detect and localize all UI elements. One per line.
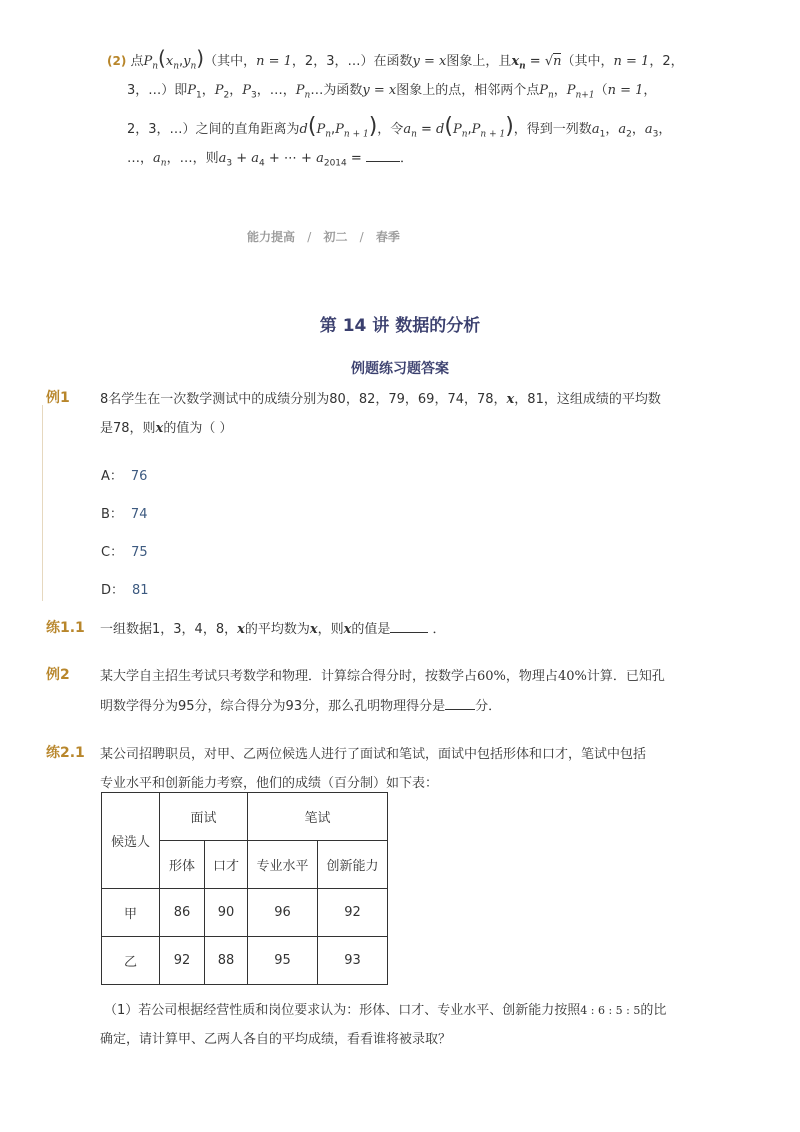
- answer-blank: [390, 632, 428, 633]
- header-interview: 面试: [160, 793, 248, 841]
- score-cell: 90: [205, 889, 248, 937]
- practice-tag: 练2.1: [46, 745, 85, 761]
- problem-2-line-4: …，$a_n$，…，则$a_3 + a_4$ + ⋯ + $a_{2014}$ = ．: [127, 151, 413, 169]
- score-cell: 92: [318, 889, 388, 937]
- example-2-line-1: 某大学自主招生考试只考数学和物理．计算综合得分时，按数学占60%，物理占40%计算．已知孔: [100, 669, 665, 684]
- section-title: 例题练习题答案: [351, 361, 449, 377]
- option-b[interactable]: B： 74: [101, 507, 148, 522]
- question-1-line-2: 确定，请计算甲、乙两人各自的平均成绩，看看谁将被录取？: [100, 1032, 452, 1047]
- option-c[interactable]: C： 75: [101, 545, 148, 560]
- practice-1-1-text: 一组数据1，3，4，8，x的平均数为x，则x的值是 ．: [100, 622, 446, 637]
- practice-2-1-line-2: 专业水平和创新能力考察，他们的成绩（百分制）如下表：: [100, 776, 439, 791]
- header-physique: 形体: [160, 841, 205, 889]
- header-eloquence: 口才: [205, 841, 248, 889]
- score-cell: 93: [318, 937, 388, 985]
- lecture-title: 第 14 讲 数据的分析: [319, 316, 481, 336]
- practice-2-1-line-1: 某公司招聘职员，对甲、乙两位候选人进行了面试和笔试，面试中包括形体和口才，笔试中包括: [100, 747, 647, 762]
- candidate-name: 甲: [102, 889, 160, 937]
- practice-tag: 练1.1: [46, 620, 85, 636]
- example-2-line-2: 明数学得分为95分，综合得分为93分，那么孔明物理得分是 分．: [100, 699, 502, 714]
- score-cell: 95: [248, 937, 318, 985]
- problem-2-line-1: (2) 点$P_n(x_n,y_n)$（其中，n = 1，2，3，…）在函数y = x图象上，且$x_n = √n$（其中，n = 1，2，: [107, 46, 684, 72]
- example-tag: 例1: [46, 390, 70, 406]
- table-row: [102, 889, 388, 937]
- table-row: [102, 937, 388, 985]
- answer-blank: [366, 161, 400, 162]
- left-guide-line: [42, 405, 43, 601]
- header-professional: 专业水平: [248, 841, 318, 889]
- score-cell: 96: [248, 889, 318, 937]
- example-1-line-2: 是78，则x的值为（ ）: [100, 421, 233, 436]
- header-innovation: 创新能力: [318, 841, 388, 889]
- header-candidate: 候选人: [102, 793, 160, 889]
- option-a[interactable]: A： 76: [101, 469, 148, 484]
- answer-blank: [445, 709, 475, 710]
- breadcrumb: 能力提高 / 初二 / 春季: [247, 230, 400, 244]
- score-cell: 88: [205, 937, 248, 985]
- problem-number: (2): [107, 54, 127, 68]
- problem-2-line-2: 3，…）即$P_1$，$P_2$，$P_3$，…，$P_n\dots$为函数y = x图象上的点，相邻两个点$P_n$，$P_{n+1}(n = 1$，: [127, 83, 657, 101]
- candidate-name: 乙: [102, 937, 160, 985]
- score-cell: 92: [160, 937, 205, 985]
- score-cell: 86: [160, 889, 205, 937]
- option-d[interactable]: D： 81: [101, 583, 149, 598]
- example-1-line-1: 8名学生在一次数学测试中的成绩分别为80，82，79，69，74，78，x，81，这组成绩的平均数: [100, 392, 661, 407]
- score-table: [101, 792, 388, 985]
- problem-2-line-3: 2，3，…）之间的直角距离为$d(P_n,P_{n + 1})$，令$a_n = d(P_n,P_{n + 1})$，得到一列数$a_1$，$a_2$，$a_3$，: [127, 114, 672, 140]
- header-written: 笔试: [248, 793, 388, 841]
- example-tag: 例2: [46, 667, 70, 683]
- question-1-line-1: （1）若公司根据经营性质和岗位要求认为：形体、口才、专业水平、创新能力按照4 : 6 : 5 : 5的比: [104, 1003, 667, 1018]
